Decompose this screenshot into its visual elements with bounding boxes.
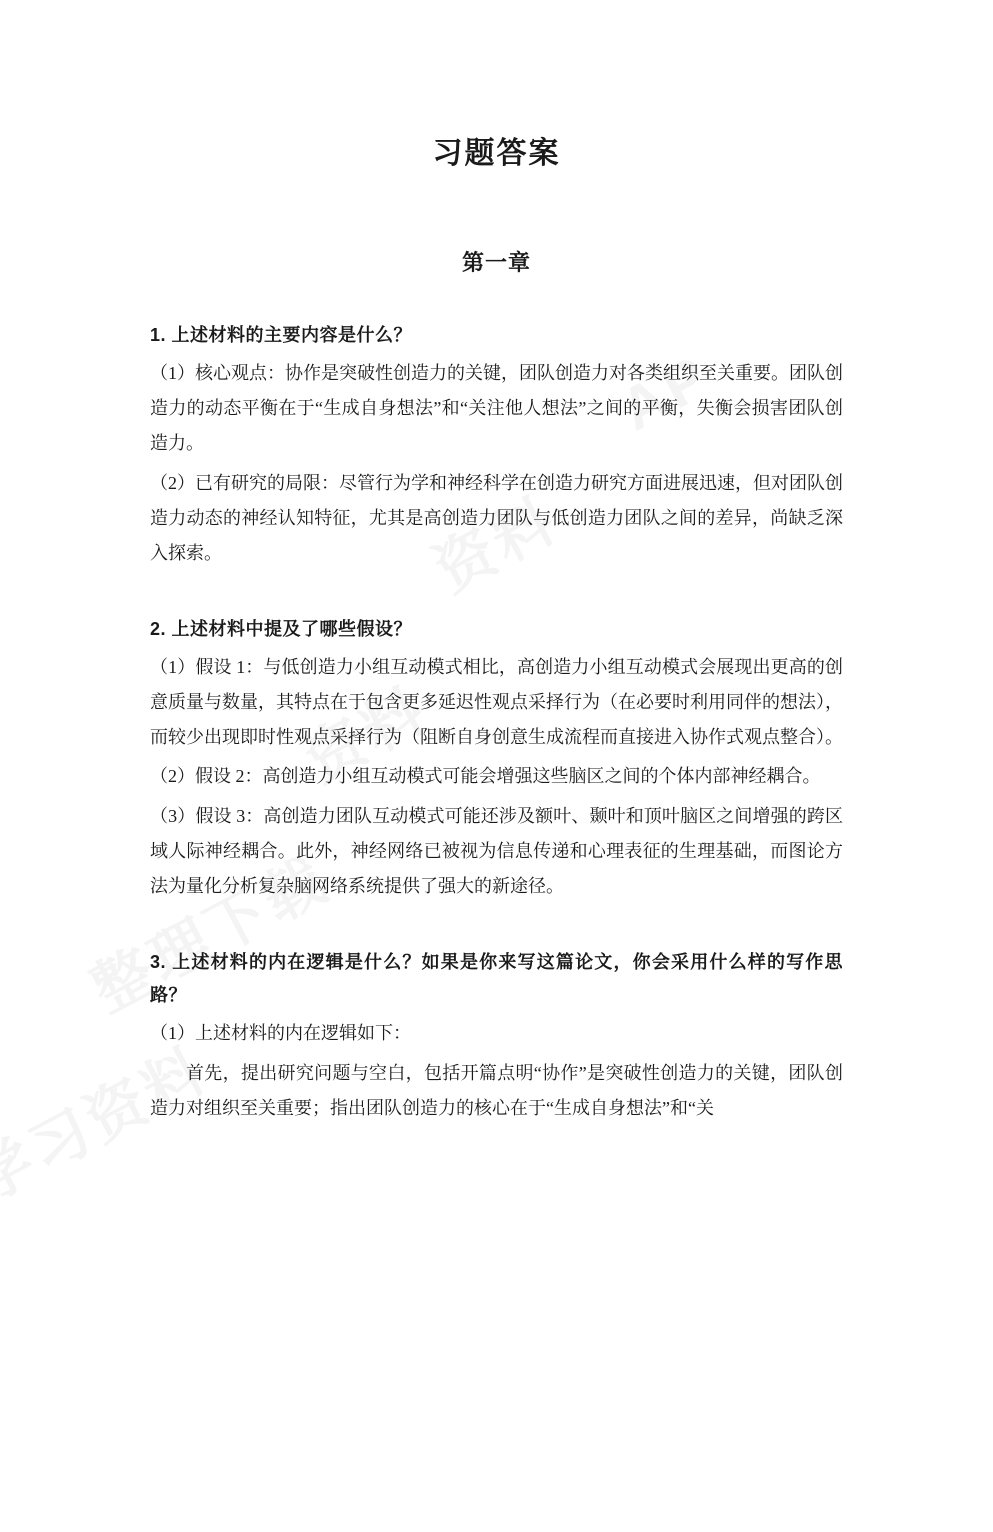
question-block-3	[150, 946, 843, 1126]
answer-paragraph: （1）假设 1：与低创造力小组互动模式相比，高创造力小组互动模式会展现出更高的创意质量与数量，其特点在于包含更多延迟性观点采择行为（在必要时利用同伴的想法），而较少出现即时性观点采择行为（阻断自身创意生成流程而直接进入协作式观点整合）。	[150, 657, 843, 748]
question-heading: 2. 上述材料中提及了哪些假设？	[150, 618, 413, 639]
chapter-heading: 第一章	[461, 250, 531, 275]
question-block-2	[150, 613, 843, 904]
answer-paragraph: （2）假设 2：高创造力小组互动模式可能会增强这些脑区之间的个体内部神经耦合。	[150, 766, 821, 787]
question-heading: 1. 上述材料的主要内容是什么？	[150, 325, 413, 345]
page-title: 习题答案	[432, 137, 561, 170]
answer-paragraph: 首先，提出研究问题与空白，包括开篇点明“协作”是突破性创造力的关键，团队创造力对组织至关重要；指出团队创造力的核心在于“生成自身想法”和“关	[150, 1062, 843, 1118]
document-page	[0, 128, 993, 1126]
answer-paragraph: （2）已有研究的局限：尽管行为学和神经科学在创造力研究方面进展迅速，但对团队创造力动态的神经认知特征，尤其是高创造力团队与低创造力团队之间的差异，尚缺乏深入探索。	[150, 472, 843, 563]
question-heading: 3. 上述材料的内在逻辑是什么？如果是你来写这篇论文，你会采用什么样的写作思路？	[150, 951, 843, 1006]
question-block-1	[150, 319, 843, 571]
answer-paragraph: （1）上述材料的内在逻辑如下：	[150, 1023, 411, 1044]
answer-paragraph: （3）假设 3：高创造力团队互动模式可能还涉及额叶、颞叶和顶叶脑区之间增强的跨区域人际神经耦合。此外，神经网络已被视为信息传递和心理表征的生理基础，而图论方法为量化分析复杂脑网络系统提供了强大的新途径。	[150, 805, 843, 896]
answer-paragraph: （1）核心观点：协作是突破性创造力的关键，团队创造力对各类组织至关重要。团队创造力的动态平衡在于“生成自身想法”和“关注他人想法”之间的平衡，失衡会损害团队创造力。	[150, 363, 843, 454]
